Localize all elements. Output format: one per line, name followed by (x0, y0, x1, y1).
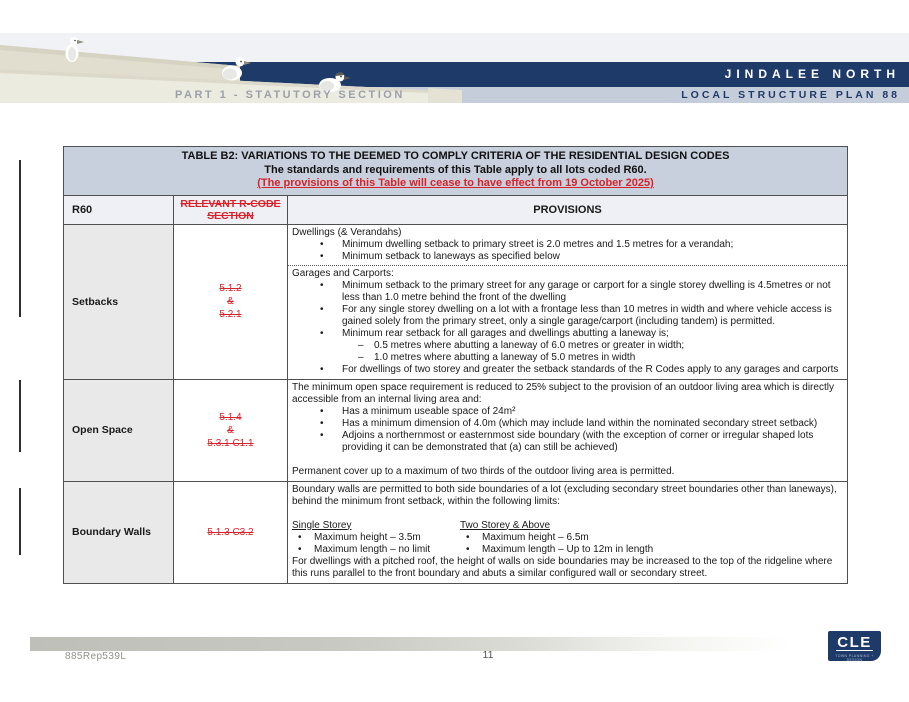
page-number: 11 (482, 649, 494, 661)
site-title: JINDALEE NORTH (724, 67, 900, 81)
row-label: Open Space (64, 380, 174, 481)
bullet-item: • Minimum setback to laneways as specified below (320, 251, 842, 263)
section-heading: Dwellings (& Verandahs) (292, 226, 402, 238)
column-heading: Single Storey (292, 519, 352, 531)
outro-text: For dwellings with a pitched roof, the height of walls on side boundaries may be increased to the top of the ridgeline where this runs parallel to the front boundary and abuts a similar configured wall or secondary street. (292, 555, 833, 579)
table-row-boundary-walls (64, 481, 847, 583)
row-label: Setbacks (64, 225, 174, 379)
cle-logo-text: CLE (837, 634, 872, 651)
sub-item: – 0.5 metres where abutting a laneway of 6.0 metres or greater in width; (292, 340, 842, 352)
intro-text: The minimum open space requirement is reduced to 25% subject to the provision of an outdoor living area which is directly accessible from an internal living area and: (292, 381, 834, 405)
garages-section (292, 268, 842, 376)
bullet-item: • Maximum height – 6.5m (464, 532, 842, 544)
cle-logo-tagline: TOWN PLANNING + DESIGN (835, 653, 874, 662)
bullet-item: • Has a minimum dimension of 4.0m (which may include land within the nominated secondary street setback) (320, 418, 842, 430)
document-reference: 885Rep539L (65, 651, 127, 662)
rcode-line: & (227, 424, 234, 436)
single-storey-column (292, 520, 460, 556)
section-heading: Garages and Carports: (292, 267, 394, 279)
revision-bar (19, 160, 21, 317)
table-title-line3: (The provisions of this Table will cease to have effect from 19 October 2025) (257, 177, 654, 189)
bullet-item: • Maximum height – 3.5m (296, 532, 460, 544)
bullet-item: • Maximum length – Up to 12m in length (464, 544, 842, 556)
rcode-cell (174, 380, 288, 481)
table-row-open-space (64, 379, 847, 481)
bullet-item: • For any single storey dwelling on a lot with a frontage less than 10 metres in width and where vehicle access is gained solely from the primary street, only a single garage/carport (including tandem) is permitted. (320, 304, 842, 328)
column-header-provisions: PROVISIONS (533, 203, 602, 216)
bullet-item: • Minimum dwelling setback to primary street is 2.0 metres and 1.5 metres for a verandah; (320, 239, 842, 251)
bullet-item: • Minimum setback to the primary street for any garage or carport for a single storey dwelling is 4.5metres or not less than 1.0 metre behind the front of the dwelling (320, 280, 842, 304)
dwellings-section (288, 227, 847, 266)
table-title-line1: TABLE B2: VARIATIONS TO THE DEEMED TO COMPLY CRITERIA OF THE RESIDENTIAL DESIGN CODES (181, 150, 730, 162)
two-storey-column (460, 520, 842, 556)
sub-item: – 1.0 metres where abutting a laneway of 5.0 metres in width (292, 352, 842, 364)
revision-bar (19, 488, 21, 555)
footer-rule-band (30, 637, 790, 651)
rcode-cell (174, 225, 288, 379)
plan-title: LOCAL STRUCTURE PLAN 88 (681, 89, 900, 101)
row-label: Boundary Walls (64, 482, 174, 583)
rcode-line: & (227, 296, 234, 307)
section-title: PART 1 - STATUTORY SECTION (175, 89, 405, 101)
table-row-setbacks (64, 224, 847, 379)
column-header-rcode: RELEVANT R-CODE SECTION (174, 196, 288, 224)
outro-text: Permanent cover up to a maximum of two thirds of the outdoor living area is permitted. (292, 465, 675, 477)
intro-text: Boundary walls are permitted to both side boundaries of a lot (excluding secondary street boundaries other than laneways), behind the minimum front setback, within the following limits: (292, 483, 837, 507)
provisions-cell (288, 482, 847, 583)
provisions-cell (288, 225, 847, 379)
rcode-line: 5.1.4 (219, 411, 242, 423)
bullet-item: • Adjoins a northernmost or easternmost side boundary (with the exception of corner or irregular shaped lots providing it can be demonstrated that (a) can still be achieved) (320, 430, 842, 454)
revision-bar (19, 380, 21, 452)
bullet-item: • Maximum length – no limit (296, 544, 460, 556)
bullet-item: • For dwellings of two storey and greater the setback standards of the R Codes apply to any garages and carports (320, 364, 842, 376)
rcode-line: 5.1.2 (219, 283, 242, 294)
storey-columns (292, 520, 842, 556)
column-heading: Two Storey & Above (460, 519, 551, 531)
table-header-row (64, 195, 847, 224)
table-b2 (63, 146, 848, 584)
column-header-r60: R60 (64, 196, 174, 224)
bullet-item: • Has a minimum useable space of 24m² (320, 406, 842, 418)
cle-logo (828, 631, 881, 661)
rcode-line: 5.1.3 C3.2 (207, 526, 254, 538)
bullet-item: • Minimum rear setback for all garages and dwellings abutting a laneway is; (320, 328, 842, 340)
table-title-block (64, 147, 847, 195)
table-title-line2: The standards and requirements of this Table apply to all lots coded R60. (264, 163, 647, 176)
provisions-cell (288, 380, 847, 481)
rcode-line: 5.2.1 (219, 309, 242, 320)
rcode-cell (174, 482, 288, 583)
rcode-line: 5.3.1 C1.1 (207, 437, 254, 449)
